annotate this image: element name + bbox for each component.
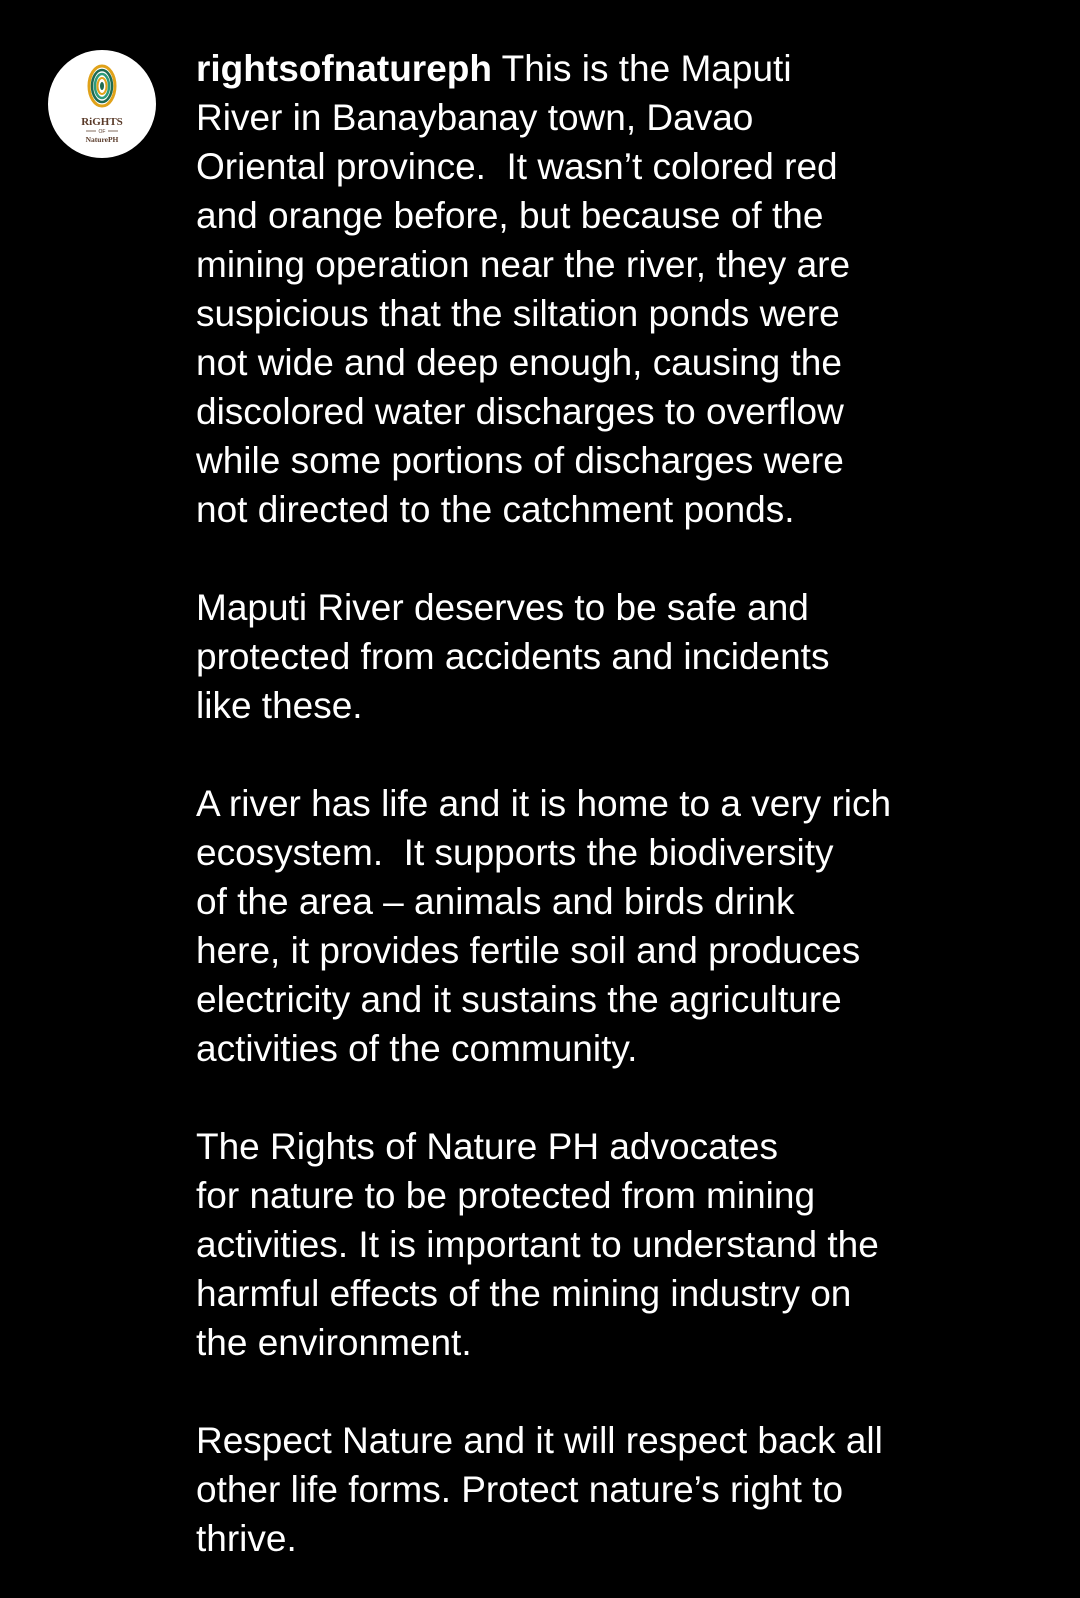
- caption-paragraph-3: [196, 779, 996, 1073]
- caption-paragraph-5: [196, 1416, 996, 1563]
- caption-first-line: [196, 44, 996, 93]
- caption-line: of the area – animals and birds drink: [196, 881, 795, 922]
- caption-line: while some portions of discharges were: [196, 440, 844, 481]
- caption-line: Maputi River deserves to be safe and: [196, 587, 809, 628]
- caption-first-line-text: This is the Maputi: [491, 48, 792, 89]
- caption-line: Respect Nature and it will respect back all: [196, 1420, 883, 1461]
- caption-line: and orange before, but because of the: [196, 195, 824, 236]
- caption-line: the environment.: [196, 1322, 472, 1363]
- caption-line: protected from accidents and incidents: [196, 636, 830, 677]
- caption-paragraph-1: [196, 44, 996, 534]
- logo-text-mid: OF: [98, 129, 106, 135]
- caption-line: discolored water discharges to overflow: [196, 391, 844, 432]
- caption-line: like these.: [196, 685, 363, 726]
- caption-line: not directed to the catchment ponds.: [196, 489, 795, 530]
- fingerprint-leaf-icon: [48, 50, 156, 158]
- caption-line: not wide and deep enough, causing the: [196, 342, 842, 383]
- caption-line: other life forms. Protect nature’s right to: [196, 1469, 844, 1510]
- caption-line: mining operation near the river, they are: [196, 244, 851, 285]
- caption-line: A river has life and it is home to a very rich: [196, 783, 892, 824]
- avatar[interactable]: [48, 50, 156, 158]
- logo-text-bottom: NaturePH: [85, 135, 119, 144]
- caption-line: thrive.: [196, 1518, 297, 1559]
- caption-line: electricity and it sustains the agriculture: [196, 979, 842, 1020]
- logo-text-top: RiGHTS: [81, 116, 123, 128]
- caption-line: here, it provides fertile soil and produces: [196, 930, 861, 971]
- caption-line: The Rights of Nature PH advocates: [196, 1126, 779, 1167]
- caption-paragraph-2: [196, 583, 996, 730]
- caption-paragraph-4: [196, 1122, 996, 1367]
- caption-line: for nature to be protected from mining: [196, 1175, 816, 1216]
- caption-line: River in Banaybanay town, Davao: [196, 97, 754, 138]
- caption-line: suspicious that the siltation ponds were: [196, 293, 840, 334]
- post-caption: [196, 44, 996, 1563]
- username-link[interactable]: rightsofnatureph: [196, 48, 492, 89]
- caption-line: ecosystem. It supports the biodiversity: [196, 832, 834, 873]
- caption-line: harmful effects of the mining industry on: [196, 1273, 852, 1314]
- caption-line: activities of the community.: [196, 1028, 638, 1069]
- caption-line: activities. It is important to understand the: [196, 1224, 879, 1265]
- caption-line: Oriental province. It wasn’t colored red: [196, 146, 838, 187]
